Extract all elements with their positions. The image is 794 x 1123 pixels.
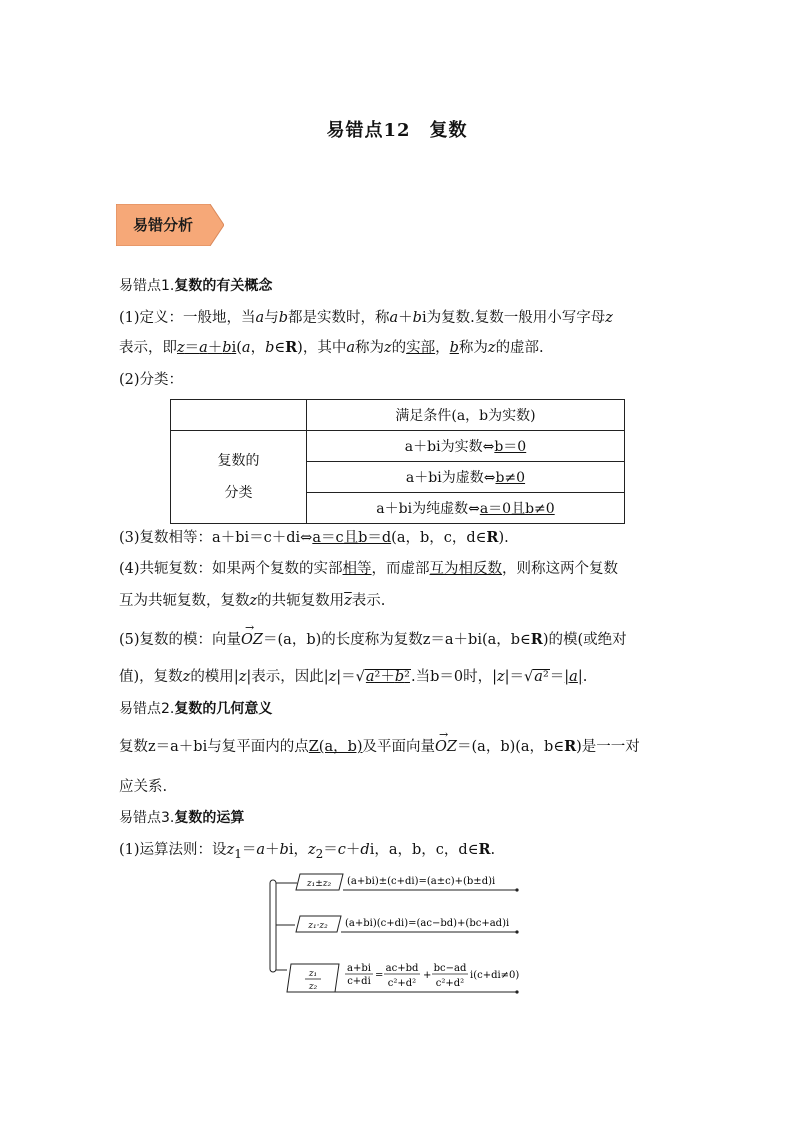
svg-text:=: = [375,970,384,981]
table-header: 满足条件(a，b为实数) [307,400,625,431]
table-corner-cell [171,400,307,431]
section-banner [116,204,224,246]
classification-label: (2)分类： [119,372,184,388]
div-term1-num: ac+bd [385,963,419,974]
add-formula: (a+bi)±(c+di)=(a±c)+(b±d)i [347,876,496,887]
conjugate-line-1: (4)共轭复数：如果两个复数的实部相等，而虚部互为相反数，则称这两个复数 [119,561,619,577]
operation-rule-line: (1)运算法则：设$z_1=a+bi$，$z_2=c+di$，a，b，c，d∈R. [119,841,496,861]
section-heading-1: 易错点1.复数的有关概念 [119,278,273,294]
classification-table [170,399,625,524]
definition-line-2: 表示，即z＝a＋bi(a，b∈R)，其中a称为z的实部，b称为z的虚部. [119,339,544,356]
geometry-line-1: 复数z＝a＋bi与复平面内的点Z(a，b)及平面向量→ OZ＝(a，b)(a，b∈R)是一一对 [119,737,640,757]
conjugate-line-2: 互为共轭复数，复数z的共轭复数用$\overline{z}$表示. [119,593,386,609]
div-term1-den: c²+d² [387,978,417,989]
add-label: z₁±z₂ [306,879,332,889]
div-lhs-num: a+bi [347,963,371,974]
svg-text:+: + [423,970,432,981]
operations-diagram-svg [265,870,535,1000]
div-label-num: z₁ [308,969,318,979]
geometry-line-2: 应关系. [119,779,168,795]
table-row-imaginary: a＋bi为虚数⇔b≠0 [307,462,625,493]
table-category-cell: 复数的 分类 [171,431,307,524]
definition-line-1: (1)定义：一般地，当a与b都是实数时，称a＋bi为复数.复数一般用小写字母z [119,310,613,326]
page-title: 易错点12 复数 [326,120,468,141]
section-heading-2: 易错点2.复数的几何意义 [119,701,273,717]
equality-line: (3)复数相等：a＋bi＝c＋di⇔a＝c且b＝d(a，b，c，d∈R). [119,529,509,546]
mul-formula: (a+bi)(c+di)=(ac−bd)+(bc+ad)i [345,918,510,929]
banner-label: 易错分析 [132,216,193,234]
div-term2-num: bc−ad [433,963,467,974]
mul-label: z₁·z₂ [308,921,328,931]
div-tail: i(c+di≠0) [470,970,520,981]
modulus-line-1: (5)复数的模：向量→ OZ＝(a，b)的长度称为复数z＝a＋bi(a，b∈R)的模(或绝对 [119,630,627,650]
div-term2-den: c²+d² [435,978,465,989]
table-row-pure-imaginary: a＋bi为纯虚数⇔a＝0且b≠0 [307,493,625,524]
modulus-line-2: 值)，复数z的模用|z|表示，因此|z|＝√a²＋b².当b＝0时，|z|＝√a²＝|a|. [119,669,588,685]
div-lhs-den: c+di [347,976,371,987]
operations-diagram [265,870,535,1000]
div-label-den: z₂ [308,982,318,992]
section-heading-3: 易错点3.复数的运算 [119,810,245,826]
table-row-real: a＋bi为实数⇔b＝0 [307,431,625,462]
